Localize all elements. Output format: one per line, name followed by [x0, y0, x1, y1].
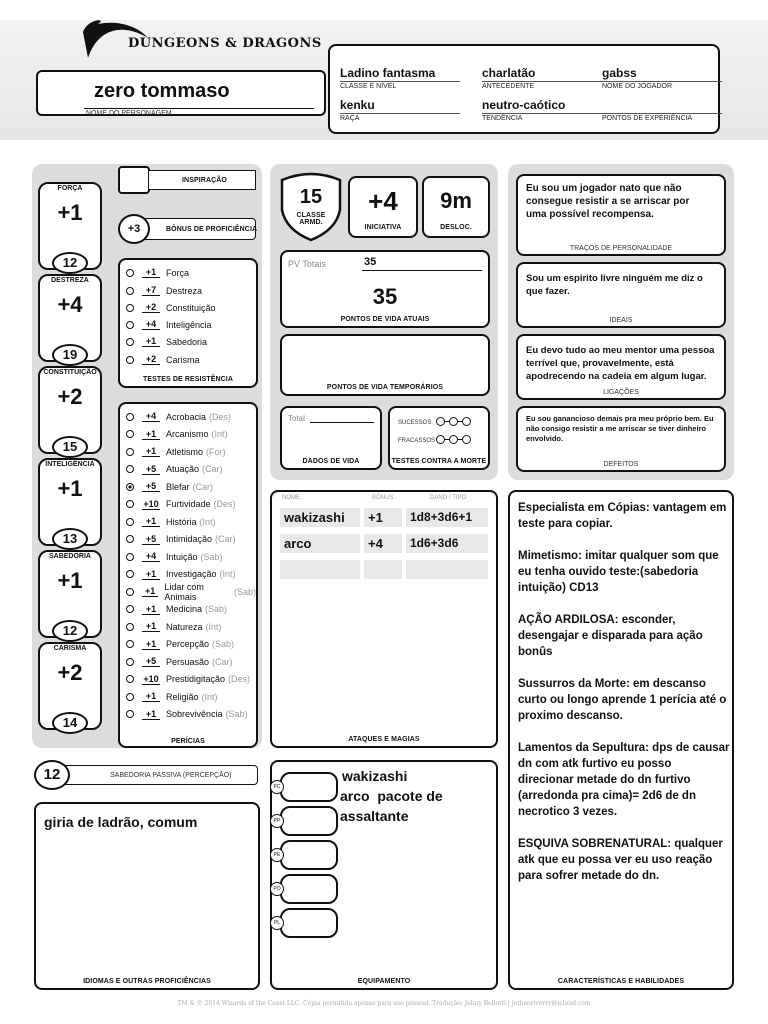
passive-perception — [34, 760, 260, 790]
skill-value: +10 — [143, 498, 159, 509]
logo-text: DUNGEONS & DRAGONS — [128, 36, 322, 51]
skill-attribute: (Sab) — [205, 604, 228, 614]
skill-name: Percepção — [166, 639, 210, 649]
skill-name: História — [166, 516, 197, 527]
skill-row[interactable] — [126, 583, 256, 600]
skill-attribute: (For) — [206, 446, 226, 457]
skill-value: +1 — [142, 569, 160, 580]
attack-name[interactable]: arco — [280, 534, 360, 553]
feature-block: ESQUIVA SOBRENATURAL: qualquer atk que eu possa ver eu uso reação para sofrer metade do dn. — [518, 838, 723, 882]
skill-value: +1 — [142, 639, 160, 650]
features-text[interactable] — [518, 500, 730, 884]
proficiency-bubble[interactable] — [126, 623, 134, 631]
bonds-text[interactable]: Eu devo tudo ao meu mentor uma pessoa terrível que, provavelmente, está apodrecendo na cadeia em algum lugar. — [526, 345, 715, 382]
ability-score[interactable]: 19 — [52, 344, 88, 366]
flaws-box — [516, 406, 726, 472]
flaws-label: DEFEITOS — [603, 461, 639, 468]
skill-value: +1 — [142, 429, 160, 440]
languages-text[interactable]: giria de ladrão, comum — [44, 814, 198, 830]
hp-max-value[interactable]: 35 — [364, 256, 377, 268]
attack-header-name: NOME — [282, 495, 300, 501]
skill-row[interactable] — [126, 566, 236, 583]
skill-row[interactable] — [126, 478, 213, 495]
ability-constitution: CONSTITUIÇÃO +2 15 — [38, 366, 102, 454]
traits-label: TRAÇOS DE PERSONALIDADE — [569, 245, 673, 252]
ability-intelligence: INTELIGÊNCIA +1 13 — [38, 458, 102, 546]
save-row[interactable]: +7 Destreza — [126, 282, 202, 299]
attack-damage[interactable] — [406, 560, 488, 579]
skill-value: +5 — [142, 656, 160, 667]
character-name-label: NOME DO PERSONAGEM — [86, 110, 172, 117]
feature-block: Sussurros da Morte: em descanso curto ou longo aprende 1 perícia até o proximo descanso. — [518, 678, 727, 722]
skill-value: +1 — [142, 586, 158, 597]
skill-row[interactable] — [126, 408, 231, 425]
coin-label: PP — [270, 814, 284, 828]
skill-value: +1 — [142, 446, 160, 457]
ability-modifier[interactable]: +4 — [57, 292, 83, 317]
proficiency-bubble[interactable] — [126, 710, 134, 718]
bonds-label: LIGAÇÕES — [603, 389, 639, 396]
proficiency-box — [118, 214, 258, 244]
initiative-box — [348, 176, 418, 238]
ability-modifier[interactable]: +1 — [57, 476, 83, 501]
hp-max-label: PV Totais — [288, 259, 326, 269]
skill-row[interactable] — [126, 461, 223, 478]
skill-value: +4 — [142, 551, 160, 562]
hit-dice-total-label: Total — [288, 414, 305, 423]
skill-row[interactable] — [126, 548, 223, 565]
skill-attribute: (Des) — [209, 411, 232, 422]
skill-attribute: (Sab) — [233, 586, 256, 597]
skill-attribute: (Sab) — [212, 639, 235, 649]
skill-row[interactable] — [126, 636, 234, 653]
skill-value: +1 — [142, 691, 160, 702]
ability-score[interactable]: 15 — [52, 436, 88, 458]
proficiency-label: BÔNUS DE PROFICIÊNCIA — [166, 226, 258, 233]
saving-throws-title: TESTES DE RESISTÊNCIA — [142, 376, 233, 383]
skill-attribute: (Des) — [213, 499, 236, 509]
skill-row[interactable] — [126, 671, 250, 688]
languages-box — [34, 802, 260, 990]
inspiration-checkbox[interactable] — [118, 166, 150, 194]
ability-score[interactable]: 12 — [52, 620, 88, 642]
attack-name[interactable]: wakizashi — [280, 508, 360, 527]
proficiency-bubble[interactable] — [126, 430, 134, 438]
skill-attribute: (Int) — [219, 569, 236, 579]
equipment-title: EQUIPAMENTO — [357, 978, 411, 985]
skill-name: Atletismo — [166, 446, 204, 457]
skill-attribute: (Sab) — [200, 551, 223, 562]
attack-header-damage: DANO / TIPO — [430, 495, 467, 501]
passive-perception-label: SABEDORIA PASSIVA (PERCEPÇÃO) — [110, 772, 232, 779]
failure-checkboxes[interactable] — [436, 435, 471, 444]
attack-bonus[interactable]: +4 — [364, 534, 402, 553]
character-info-box — [328, 44, 720, 134]
ability-modifier[interactable]: +2 — [57, 384, 83, 409]
skill-row[interactable] — [126, 426, 228, 443]
hp-current-value[interactable]: 35 — [372, 284, 398, 309]
ability-score[interactable]: 13 — [52, 528, 88, 550]
inspiration-label: INSPIRAÇÃO — [182, 177, 227, 184]
skill-name: Acrobacia — [166, 411, 207, 422]
speed-label: DESLOC. — [440, 224, 472, 231]
skill-name: Prestidigitação — [166, 674, 226, 684]
skill-attribute: (Car) — [192, 481, 214, 492]
feature-block: Mimetismo: imitar qualquer som que eu tenha ouvido teste:(sabedoria intuição) CD13 — [518, 550, 719, 594]
attacks-box — [270, 490, 498, 748]
death-saves-box — [388, 406, 490, 470]
ideals-label: IDEAIS — [609, 317, 633, 324]
traits-box — [516, 174, 726, 256]
character-name[interactable]: zero tommaso — [94, 80, 230, 102]
proficiency-bubble[interactable] — [126, 640, 134, 648]
proficiency-bubble[interactable] — [126, 518, 134, 526]
coin-copper[interactable] — [280, 772, 338, 802]
proficiency-bubble[interactable] — [126, 483, 134, 491]
skill-attribute: (Int) — [211, 429, 228, 439]
skill-value: +5 — [142, 464, 160, 475]
coin-platinum[interactable] — [280, 908, 338, 938]
hp-current-label: PONTOS DE VIDA ATUAIS — [340, 316, 430, 323]
speed-value[interactable]: 9m — [440, 188, 472, 213]
skill-row[interactable] — [126, 531, 236, 548]
proficiency-bubble[interactable] — [126, 605, 134, 613]
skill-row[interactable] — [126, 443, 226, 460]
coin-silver[interactable] — [280, 806, 338, 836]
success-checkboxes[interactable] — [436, 417, 471, 426]
hit-dice-box — [280, 406, 382, 470]
save-row[interactable]: +2 Carisma — [126, 351, 200, 368]
footer: TM & © 2014 Wizards of the Coast LLC. Cópia permitida apenas para uso pessoal. Tradução: Johny Bellotti | jotheoriverry@icloud.com — [177, 1000, 591, 1007]
skill-value: +5 — [142, 534, 160, 545]
ideals-box — [516, 262, 726, 328]
skills-box — [118, 402, 258, 748]
character-name-plate — [36, 60, 326, 126]
speed-box — [422, 176, 490, 238]
skill-value: +1 — [142, 709, 160, 720]
skill-name: Furtividade — [166, 499, 211, 509]
languages-title: IDIOMAS E OUTRAS PROFICIÊNCIAS — [83, 978, 211, 985]
equipment-line[interactable]: arco pacote de — [340, 788, 443, 804]
feature-block: Especialista em Cópias: vantagem em teste para copiar. — [518, 502, 727, 530]
coin-gold[interactable] — [280, 874, 338, 904]
skill-attribute: (Des) — [228, 674, 251, 684]
hit-points-box — [280, 250, 490, 328]
feature-block: AÇÃO ARDILOSA: esconder, desengajar e disparada para ação bonûs — [518, 614, 703, 658]
initiative-value[interactable]: +4 — [368, 186, 398, 216]
failures-label: FRACASSOS — [398, 438, 436, 444]
equipment-line[interactable]: wakizashi — [342, 768, 408, 784]
skill-name: Atuação — [166, 464, 200, 474]
skill-attribute: (Car) — [215, 534, 236, 544]
ideals-text[interactable]: Sou um espirito livre ninguém me diz o que fazer. — [526, 273, 703, 297]
skill-row[interactable] — [126, 513, 216, 530]
save-row[interactable]: +4 Inteligência — [126, 316, 212, 333]
ability-wisdom: SABEDORIA +1 12 — [38, 550, 102, 638]
armor-class — [278, 170, 344, 242]
armor-class-label: CLASSE ARMD. — [296, 212, 326, 226]
flaws-text[interactable]: Eu sou ganancioso demais pra meu próprio bem. Eu não consigo resistir a me arriscar se tiver dinheiro envolvido. — [526, 414, 714, 443]
ability-modifier[interactable]: +2 — [57, 660, 83, 685]
ability-charisma: CARISMA +2 14 — [38, 642, 102, 730]
ability-score[interactable]: 14 — [52, 712, 88, 734]
skill-row[interactable] — [126, 496, 236, 513]
skill-name: Investigação — [166, 569, 217, 579]
experience-field[interactable]: PONTOS DE EXPERIÊNCIA — [602, 98, 722, 122]
skill-value: +1 — [142, 604, 160, 615]
proficiency-bubble[interactable] — [126, 553, 134, 561]
skill-attribute: (Int) — [201, 691, 218, 702]
inspiration-box — [118, 166, 258, 194]
skill-name: Intimidação — [166, 534, 213, 544]
save-row[interactable]: +2 Constituição — [126, 299, 216, 316]
proficiency-bubble[interactable] — [126, 675, 134, 683]
skills-title: PERÍCIAS — [171, 738, 205, 745]
skill-name: Blefar — [166, 481, 190, 492]
death-saves-label: TESTES CONTRA A MORTE — [391, 458, 487, 465]
coin-electrum[interactable] — [280, 840, 338, 870]
temp-hit-points-box — [280, 334, 490, 396]
proficiency-bubble[interactable] — [126, 535, 134, 543]
attack-damage[interactable]: 1d6+3d6 — [406, 534, 488, 553]
attacks-title: ATAQUES E MAGIAS — [348, 736, 420, 743]
skill-attribute: (Sab) — [225, 709, 248, 719]
skill-row[interactable] — [126, 688, 218, 705]
skill-attribute: (Int) — [205, 621, 222, 632]
skill-row[interactable] — [126, 653, 233, 670]
proficiency-value[interactable]: +3 — [118, 214, 150, 244]
proficiency-bubble[interactable] — [126, 413, 134, 421]
initiative-label: INICIATIVA — [364, 224, 402, 231]
ability-modifier[interactable]: +1 — [57, 568, 83, 593]
skill-value: +5 — [142, 481, 160, 492]
skill-row[interactable] — [126, 706, 248, 723]
ability-strength: FORÇA +1 12 — [38, 182, 102, 270]
skill-name: Arcanismo — [166, 429, 209, 439]
proficiency-bubble[interactable] — [126, 448, 134, 456]
class-level-field[interactable]: Ladino fantasma CLASSE E NÍVEL — [340, 66, 460, 90]
skill-value: +1 — [142, 516, 160, 527]
coin-label: PE — [270, 848, 284, 862]
features-title: CARACTERÍSTICAS E HABILIDADES — [557, 978, 685, 985]
proficiency-bubble[interactable] — [126, 500, 134, 508]
save-row[interactable]: +1 Sabedoria — [126, 333, 207, 350]
proficiency-bubble[interactable] — [126, 570, 134, 578]
alignment-field[interactable]: neutro-caótico TENDÊNCIA — [482, 98, 602, 122]
equipment-line[interactable]: assaltante — [340, 808, 409, 824]
bonds-box — [516, 334, 726, 400]
skill-name: Persuasão — [166, 656, 210, 667]
ability-dexterity: DESTREZA +4 19 — [38, 274, 102, 362]
proficiency-bubble[interactable] — [126, 658, 134, 666]
skill-value: +4 — [142, 411, 160, 422]
coin-label: PC — [270, 780, 284, 794]
skill-name: Medicina — [166, 604, 203, 614]
save-row[interactable]: +1 Força — [126, 264, 189, 281]
coin-label: PO — [270, 882, 284, 896]
skill-attribute: (Car) — [212, 656, 233, 667]
ability-modifier[interactable]: +1 — [57, 200, 83, 225]
skill-row[interactable] — [126, 601, 227, 618]
successes-label: SUCESSOS — [398, 420, 432, 426]
armor-class-value[interactable]: 15 — [299, 186, 323, 208]
skill-name: Sobrevivência — [166, 709, 223, 719]
logo — [28, 18, 328, 62]
features-box — [508, 490, 734, 990]
proficiency-bubble[interactable] — [126, 693, 134, 701]
skill-attribute: (Car) — [202, 464, 223, 474]
skill-name: Intuição — [166, 551, 198, 562]
skill-name: Lidar com Animais — [164, 581, 204, 602]
hp-temp-label: PONTOS DE VIDA TEMPORÁRIOS — [326, 384, 444, 391]
race-field[interactable]: kenku RAÇA — [340, 98, 460, 122]
skill-value: +10 — [143, 673, 159, 684]
feature-block: Lamentos da Sepultura: dps de causar dn com atk furtivo eu posso direcionar metade do dn furtivo (arredonda pra cima)= 2d6 de dn necrotico 3 vezes. — [518, 742, 730, 818]
skill-row[interactable] — [126, 618, 222, 635]
background-field[interactable]: charlatão ANTECEDENTE — [482, 66, 602, 90]
passive-perception-value[interactable]: 12 — [34, 760, 70, 790]
skill-attribute: (Int) — [199, 516, 216, 527]
attack-header-bonus: BÔNUS — [372, 495, 394, 501]
attack-bonus[interactable]: +1 — [364, 508, 402, 527]
proficiency-bubble[interactable] — [126, 588, 134, 596]
player-name-field[interactable]: gabss NOME DO JOGADOR — [602, 66, 722, 90]
attack-name[interactable] — [280, 560, 360, 579]
skill-name: Natureza — [166, 621, 203, 632]
hit-dice-label: DADOS DE VIDA — [302, 458, 360, 465]
saving-throws-box — [118, 258, 258, 388]
skill-value: +1 — [142, 621, 160, 632]
attack-damage[interactable]: 1d8+3d6+1 — [406, 508, 488, 527]
proficiency-bubble[interactable] — [126, 465, 134, 473]
ability-score[interactable]: 12 — [52, 252, 88, 274]
traits-text[interactable]: Eu sou um jogador nato que não consegue resistir a se arriscar por uma possível recompensa. — [526, 183, 690, 220]
coin-label: PL — [270, 916, 284, 930]
skill-name: Religião — [166, 691, 199, 702]
attack-bonus[interactable] — [364, 560, 402, 579]
